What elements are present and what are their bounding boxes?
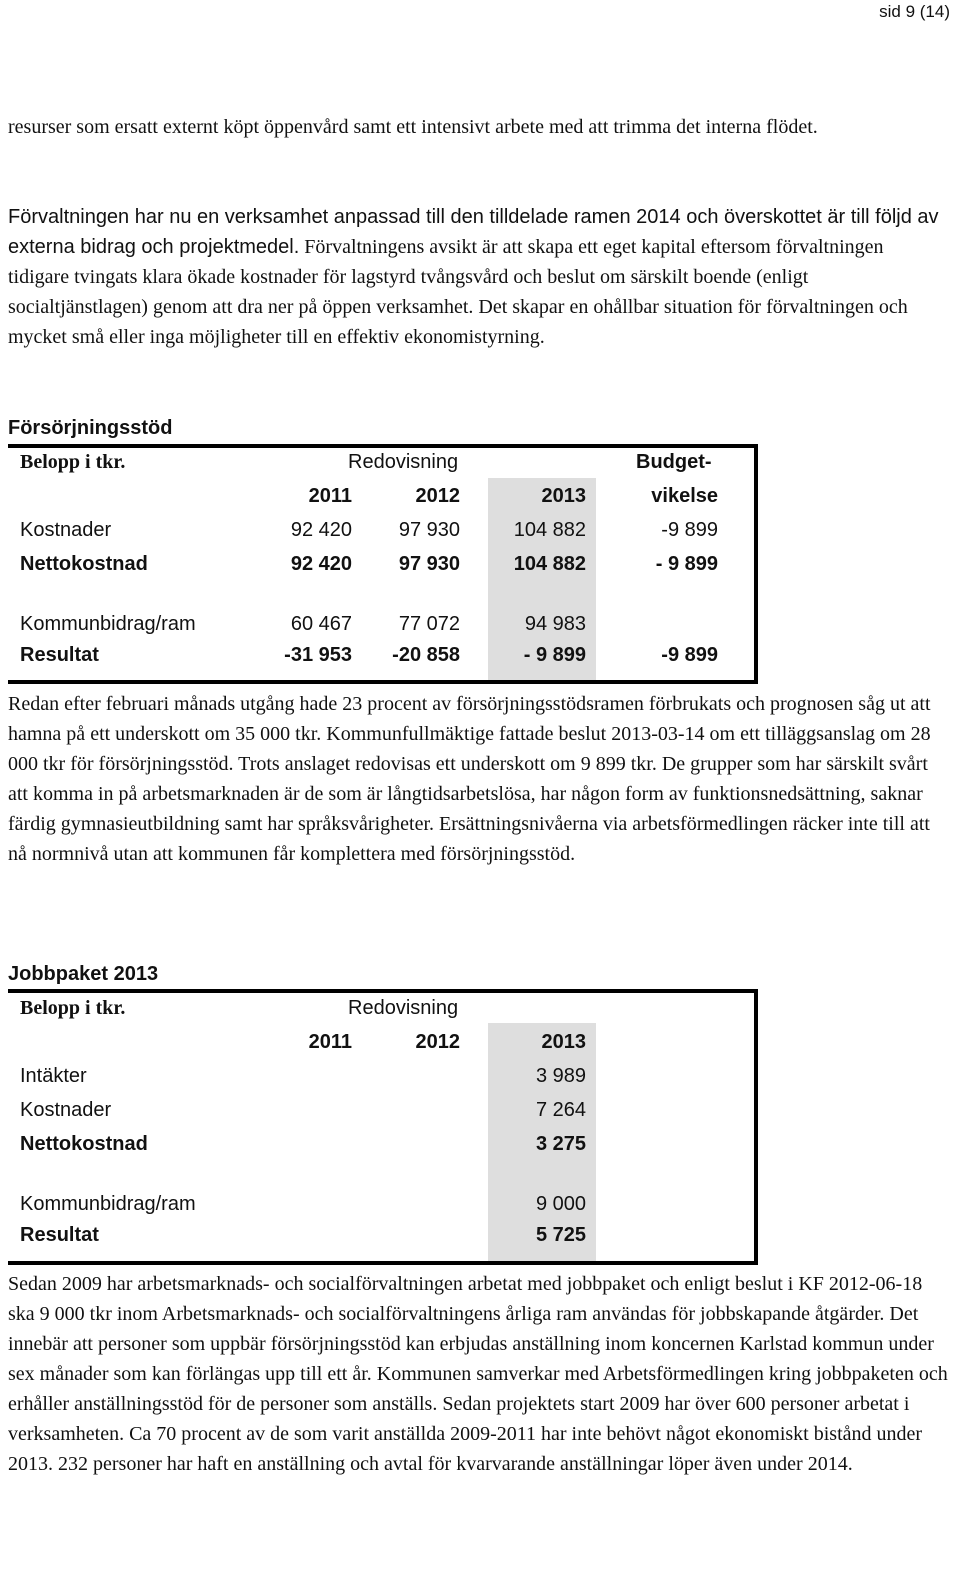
table-cell: 94 983 [524, 613, 586, 635]
year-header-2012: 2012 [415, 485, 460, 507]
group-header-redovisning: Redovisning [348, 997, 459, 1019]
table-cell: 97 930 [398, 519, 460, 541]
year-header-2013: 2013 [541, 485, 586, 507]
unit-label: Belopp i tkr. [20, 997, 126, 1019]
table-cell: 97 930 [398, 553, 460, 575]
table-cell: - 9 899 [523, 644, 586, 666]
row-label-resultat: Resultat [20, 1224, 99, 1246]
table-cell: - 9 899 [655, 553, 718, 575]
budget-header-line1: Budget- [636, 451, 712, 473]
table-cell: -31 953 [284, 644, 352, 666]
table-cell: -20 858 [392, 644, 460, 666]
table-bottom-rule [8, 1261, 758, 1265]
table-cell: 5 725 [535, 1224, 586, 1246]
table-cell: 77 072 [398, 613, 460, 635]
table-jobbpaket [8, 989, 758, 1265]
paragraph-forsorjningsstod: Redan efter februari månads utgång hade 23 procent av försörjningsstödsramen förbrukats och prognosen såg ut att hamna på ett underskott om 35 000 tkr. Kommunfullmäktige fattade beslut 2013-03-14 om ett tilläggsanslag om 28 000 tkr för försörjningsstöd. Trots anslaget redovisas ett underskott om 9 899 tkr. De grupper som har särskilt svårt att komma in på arbetsmarknaden är de som är långtidsarbetslösa, har någon form av funktionsnedsättning, saknar färdig gymnasieutbildning samt har språksvårigheter. Ersättningsnivåerna via arbetsförmedlingen räcker inte till att nå normnivå utan att kommunen får komplettera med försörjningsstöd. [8, 693, 931, 865]
year-header-2011: 2011 [308, 485, 352, 507]
table-cell: 60 467 [290, 613, 352, 635]
group-header-redovisning: Redovisning [348, 451, 459, 473]
table-cell: 9 000 [535, 1193, 586, 1215]
row-label-kostnader: Kostnader [20, 519, 112, 541]
section-heading-jobbpaket: Jobbpaket 2013 [8, 963, 159, 985]
paragraph-forvaltning [8, 202, 948, 352]
budget-header-line2: vikelse [651, 485, 718, 507]
paragraph-forvaltning-rest: Förvaltningens avsikt är att skapa ett eget kapital eftersom förvaltningen tidigare tvingats klara ökade kostnader för lagstyrd tvångsvård och beslut om särskilt boende (enligt socialtjänstlagen) genom att dra ner på öppen verksamhet. Det skapar en ohållbar situation för förvaltningen och mycket små eller inga möjligheter till en effektiv ekonomistyrning. [8, 236, 908, 348]
row-label-intakter: Intäkter [20, 1065, 87, 1087]
table-right-rule [754, 444, 758, 684]
table-top-rule [8, 989, 758, 993]
table-cell: -9 899 [661, 519, 718, 541]
year-header-2011: 2011 [308, 1031, 352, 1053]
table-cell: -9 899 [661, 644, 718, 666]
table-cell: 3 989 [535, 1065, 586, 1087]
table-right-rule [754, 989, 758, 1265]
table-forsorjningsstod [8, 444, 758, 684]
row-label-resultat: Resultat [20, 644, 99, 666]
table-bottom-rule [8, 680, 758, 684]
year-header-2013: 2013 [541, 1031, 586, 1053]
table-cell: 7 264 [535, 1099, 586, 1121]
table-cell: 92 420 [290, 519, 352, 541]
row-label-nettokostnad: Nettokostnad [20, 553, 148, 575]
row-label-kostnader: Kostnader [20, 1099, 112, 1121]
table-cell: 104 882 [513, 519, 586, 541]
row-label-kommunbidrag: Kommunbidrag/ram [20, 1193, 196, 1215]
row-label-kommunbidrag: Kommunbidrag/ram [20, 613, 196, 635]
table-top-rule [8, 444, 758, 448]
table-cell: 3 275 [535, 1133, 586, 1155]
paragraph-jobbpaket: Sedan 2009 har arbetsmarknads- och socialförvaltningen arbetat med jobbpaket och enligt beslut i KF 2012-06-18 ska 9 000 tkr inom Arbetsmarknads- och socialförvaltningens årliga ram användas för jobbskapande åtgärder. Det innebär att personer som uppbär försörjningsstöd kan erbjudas anställning inom koncernen Karlstad kommun under sex månader som kan förlängas upp till ett år. Kommunen samverkar med Arbetsförmedlingen kring jobbpaketen och erhåller anställningsstöd för de personer som anställs. Sedan projektets start 2009 har över 600 personer arbetat i verksamheten. Ca 70 procent av de som varit anställda 2009-2011 har inte behövt något ekonomiskt bistånd under 2013. 232 personer har haft en anställning och avtal för kvarvarande anställningar löper även under 2014. [8, 1273, 948, 1475]
paragraph-forvaltning-lead: Förvaltningen har nu en verksamhet anpassad till den tilldelade ramen 2014 och överskottet är till följd av externa bidrag och projektmedel. [8, 206, 939, 258]
year-header-2012: 2012 [415, 1031, 460, 1053]
paragraph-intro: resurser som ersatt externt köpt öppenvård samt ett intensivt arbete med att trimma det interna flödet. [8, 116, 818, 138]
row-label-nettokostnad: Nettokostnad [20, 1133, 148, 1155]
table-cell: 104 882 [513, 553, 586, 575]
unit-label: Belopp i tkr. [20, 451, 126, 473]
page-number: sid 9 (14) [879, 2, 950, 21]
table-cell: 92 420 [290, 553, 352, 575]
section-heading-forsorjningsstod: Försörjningsstöd [8, 417, 173, 439]
